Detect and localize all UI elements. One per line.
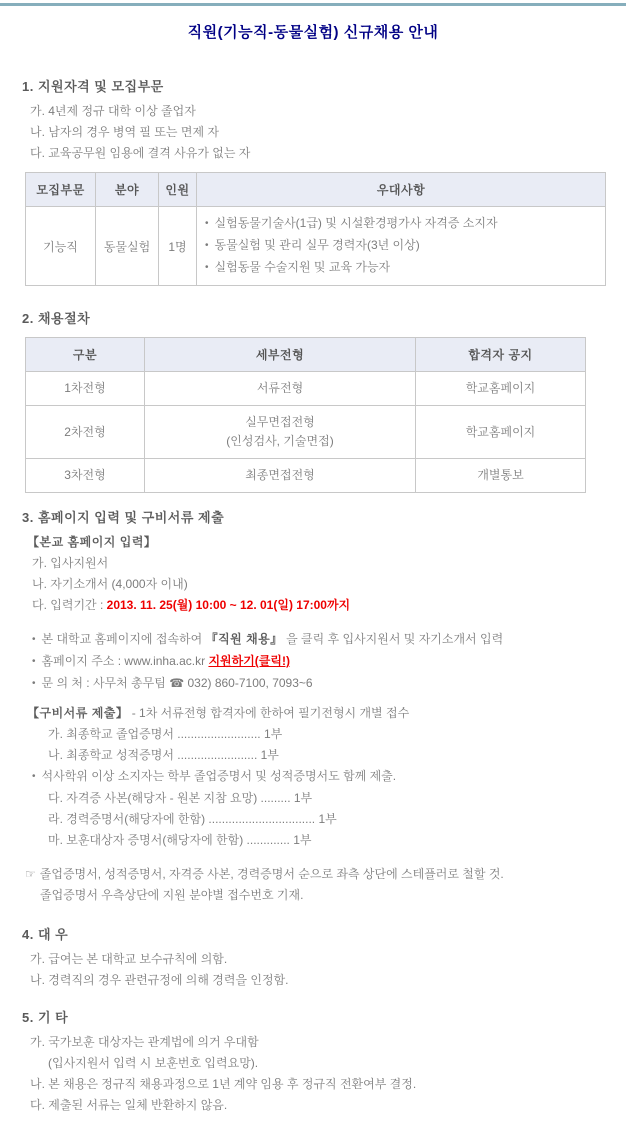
section-procedure — [20, 308, 606, 493]
section2-heading: 2. 채용절차 — [22, 311, 91, 326]
recruitment-table-row — [26, 207, 606, 286]
apply-instruction-line — [32, 629, 606, 651]
etc-item-a: 가. 국가보훈 대상자는 관계법에 의거 우대함 — [30, 1035, 259, 1049]
section4-heading: 4. 대 우 — [22, 927, 69, 942]
eligibility-item-1: 가. 4년제 정규 대학 이상 졸업자 — [30, 104, 196, 118]
document-item-1: 가. 최종학교 졸업증명서 ......................... 1부 — [48, 727, 283, 741]
recruitment-table — [25, 172, 606, 286]
col-header-category: 모집부문 — [26, 173, 96, 207]
contact-text: 문 의 처 : 사무처 총무팀 — [41, 676, 170, 690]
procedure-row-2 — [26, 406, 586, 459]
cell-detail-1: 서류전형 — [145, 372, 416, 406]
cell-detail-3: 최종면접전형 — [145, 459, 416, 493]
cell-stage-3: 3차전형 — [26, 459, 145, 493]
treatment-item-1: 가. 급여는 본 대학교 보수규칙에 의함. — [30, 952, 228, 966]
etc-item-a-paren: (입사지원서 입력 시 보훈번호 입력요망). — [48, 1056, 259, 1070]
section-etc — [20, 1007, 606, 1116]
etc-item-b: 나. 본 채용은 정규직 채용과정으로 1년 계약 임용 후 정규직 전환여부 결정. — [30, 1077, 417, 1091]
staff-recruit-menu-label: 『직원 채용』 — [205, 632, 283, 646]
section1-heading: 1. 지원자격 및 모집부문 — [22, 79, 164, 94]
procedure-table — [25, 337, 586, 493]
pointing-hand-icon: ☞ — [25, 867, 36, 881]
receipt-number-note: 졸업증명서 우측상단에 지원 분야별 접수번호 기재. — [40, 888, 304, 902]
homepage-address-text: 홈페이지 주소 : www.inha.ac.kr — [41, 654, 209, 668]
cell-notice-3: 개별통보 — [416, 459, 586, 493]
document-item-2: 나. 최종학교 성적증명서 ........................ 1부 — [48, 748, 279, 762]
page-content — [0, 76, 626, 1130]
document-item-3: 다. 자격증 사본(해당자 - 원본 지참 요망) ......... 1부 — [48, 791, 313, 805]
cell-preferences — [197, 207, 606, 286]
section5-heading: 5. 기 타 — [22, 1010, 69, 1025]
phone-icon: ☎ — [169, 676, 185, 690]
homepage-item-deadline — [32, 595, 606, 616]
document-page — [0, 3, 626, 1130]
cell-headcount: 1명 — [159, 207, 197, 286]
top-divider — [0, 3, 626, 6]
section-treatment — [20, 924, 606, 991]
col-header-headcount: 인원 — [159, 173, 197, 207]
procedure-row-3 — [26, 459, 586, 493]
homepage-item-2: 나. 자기소개서 (4,000자 이내) — [32, 577, 188, 591]
document-item-5: 마. 보훈대상자 증명서(해당자에 한함) ............. 1부 — [48, 833, 312, 847]
section-application — [20, 507, 606, 906]
eligibility-item-2: 나. 남자의 경우 병역 필 또는 면제 자 — [30, 125, 219, 139]
preference-item-2: • 동물실험 및 관리 실무 경력자(3년 이상) — [205, 235, 599, 257]
col-header-preferences: 우대사항 — [197, 173, 606, 207]
contact-phone-numbers: 032) 860-7100, 7093~6 — [184, 676, 313, 690]
recruitment-table-header-row — [26, 173, 606, 207]
cell-field: 동물실험 — [96, 207, 159, 286]
document-item-4: 라. 경력증명서(해당자에 한함) ................................ 1부 — [48, 812, 337, 826]
cell-notice-2: 학교홈페이지 — [416, 406, 586, 459]
instruction-prefix: 본 대학교 홈페이지에 접속하여 — [41, 632, 206, 646]
instruction-suffix: 을 클릭 후 입사지원서 및 자기소개서 입력 — [282, 632, 504, 646]
col-header-detail: 세부전형 — [145, 338, 416, 372]
col-header-stage: 구분 — [26, 338, 145, 372]
cell-stage-2: 2차전형 — [26, 406, 145, 459]
cell-detail-2 — [145, 406, 416, 459]
procedure-row-1 — [26, 372, 586, 406]
cell-stage-1: 1차전형 — [26, 372, 145, 406]
preference-item-1: • 실험동물기술사(1급) 및 시설환경평가사 자격증 소지자 — [205, 213, 599, 235]
cell-notice-1: 학교홈페이지 — [416, 372, 586, 406]
homepage-entry-subheading: 【본교 홈페이지 입력】 — [27, 535, 157, 549]
detail-line-2: (인성검사, 기술면접) — [226, 434, 334, 448]
detail-line-1: 실무면접전형 — [245, 415, 315, 429]
procedure-table-header-row — [26, 338, 586, 372]
col-header-notice: 합격자 공지 — [416, 338, 586, 372]
treatment-item-2: 나. 경력직의 경우 관련규정에 의해 경력을 인정함. — [30, 973, 289, 987]
deadline-label: 다. 입력기간 : — [32, 598, 107, 612]
cell-category: 기능직 — [26, 207, 96, 286]
col-header-field: 분야 — [96, 173, 159, 207]
homepage-item-1: 가. 입사지원서 — [32, 556, 109, 570]
eligibility-item-3: 다. 교육공무원 임용에 결격 사유가 없는 자 — [30, 146, 251, 160]
documents-subheading-line — [27, 703, 606, 724]
homepage-address-line — [32, 651, 606, 673]
stapler-note-line — [25, 864, 606, 885]
stapler-note-text: 졸업증명서, 성적증명서, 자격증 사본, 경력증명서 순으로 좌측 상단에 스테플러로 철할 것. — [39, 867, 504, 881]
deadline-value: 2013. 11. 25(월) 10:00 ~ 12. 01(일) 17:00까지 — [106, 598, 351, 612]
preference-item-3: • 실험동물 수술지원 및 교육 가능자 — [205, 257, 599, 279]
documents-subheading-rest: - 1차 서류전형 합격자에 한하여 필기전형시 개별 접수 — [128, 706, 410, 720]
page-title: 직원(기능직-동물실험) 신규채용 안내 — [187, 24, 439, 41]
etc-item-c: 다. 제출된 서류는 일체 반환하지 않음. — [30, 1098, 228, 1112]
apply-now-link[interactable]: 지원하기(클릭!) — [208, 654, 290, 668]
section-eligibility — [20, 76, 606, 286]
master-degree-note: • 석사학위 이상 소지자는 학부 졸업증명서 및 성적증명서도 함께 제출. — [32, 766, 606, 788]
section3-heading: 3. 홈페이지 입력 및 구비서류 제출 — [22, 510, 225, 525]
documents-subheading: 【구비서류 제출】 — [27, 706, 129, 720]
contact-line — [32, 673, 606, 695]
